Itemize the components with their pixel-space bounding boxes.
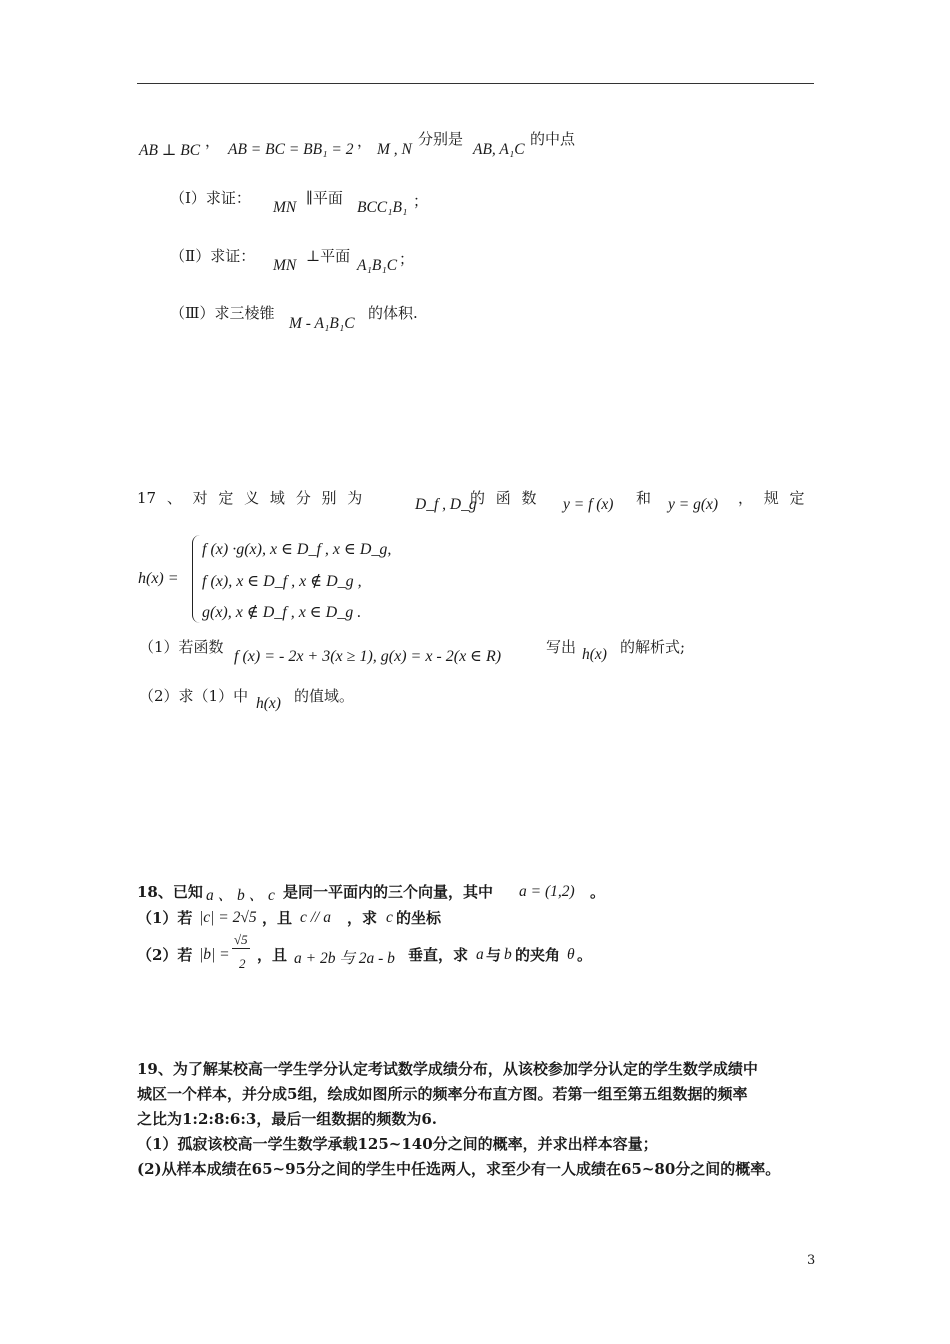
p18-q2-math-2: a + 2b 与 2a - b: [294, 950, 395, 967]
p17-q2-end: 的值域。: [294, 687, 355, 705]
p18-math-a: a = (1,2): [519, 883, 575, 900]
condition-text-2: 的中点: [530, 130, 576, 148]
part-ii-math-2: A₁B₁C: [357, 257, 398, 274]
part-i-math-2: BCC₁B₁: [357, 199, 408, 216]
p17-q1-label: （1）若函数: [139, 638, 224, 656]
separator-2: ，: [357, 132, 373, 150]
p18-q2-text: ，且: [257, 946, 288, 964]
p19-line-5: (2)从样本成绩在65~95分之间的学生中任选两人，求至少有一人成绩在65~80分之间的概率。: [137, 1160, 781, 1178]
piecewise-brace: [192, 535, 201, 623]
p18-q2-math-5: θ: [567, 946, 575, 963]
p19-line-2: 城区一个样本，并分成5组，绘成如图所示的频率分布直方图。若第一组至第五组数据的频率: [137, 1085, 748, 1103]
p17-math-g: y = g(x): [668, 496, 719, 513]
p18-q2-numerator: √5: [234, 932, 248, 947]
p17-text-define: ， 规 定: [738, 489, 805, 507]
p18-q1-math-2: c // a: [300, 909, 331, 926]
header-rule: [137, 83, 814, 84]
p18-math-vectors: a 、 b 、 c: [206, 887, 275, 904]
p18-q2-label: （2）若: [137, 946, 193, 964]
page-number: 3: [807, 1253, 816, 1268]
condition-text-1: 分别是: [418, 130, 464, 148]
p18-q2-end: 。: [577, 946, 593, 964]
p18-q1-end: 的坐标: [396, 909, 442, 927]
p17-q2-math: h(x): [256, 695, 281, 712]
part-i-end: ；: [413, 192, 429, 210]
p18-q2-text-2: 垂直，求: [408, 946, 469, 964]
p18-q1-text: ，且: [262, 909, 293, 927]
condition-math-2: AB = BC = BB₁ = 2: [228, 141, 354, 158]
p17-text-and: 和: [636, 489, 652, 507]
h-definition-lhs: h(x) =: [138, 570, 179, 587]
p18-q1-text-2: ，求: [347, 909, 378, 927]
p17-q2-label: （2）求（1）中: [139, 687, 249, 705]
condition-math-3: M , N: [377, 141, 412, 158]
p17-text-function: 的 函 数: [470, 489, 537, 507]
p18-q2-math-3: a: [476, 946, 484, 963]
p17-math-f: y = f (x): [563, 496, 614, 513]
p18-q2-math-4: b: [504, 946, 512, 963]
p18-q1-math-3: c: [386, 909, 393, 926]
p19-line-4: （1）孤寂该校高一学生数学承载125~140分之间的概率，并求出样本容量；: [137, 1135, 658, 1153]
p18-text-1: 是同一平面内的三个向量，其中: [283, 883, 494, 901]
separator-1: ，: [205, 132, 221, 150]
part-iii-end: 的体积.: [368, 304, 418, 322]
p17-q1-math-h: h(x): [582, 646, 607, 663]
p18-q2-text-3: 与: [486, 946, 502, 964]
p17-math-domains: D_f , D_g: [415, 496, 477, 513]
p19-line-3: 之比为1:2:8:6:3，最后一组数据的频数为6.: [137, 1110, 437, 1128]
p18-lead: 18、已知: [137, 883, 203, 901]
piecewise-case-3: g(x), x ∉ D_f , x ∈ D_g .: [202, 604, 362, 621]
p17-q1-end: 的解析式;: [620, 638, 686, 656]
p18-q2-denominator: 2: [239, 956, 246, 971]
p18-q1-label: （1）若: [137, 909, 193, 927]
piecewise-case-1: f (x) ·g(x), x ∈ D_f , x ∈ D_g,: [202, 541, 392, 558]
part-iii-math: M - A₁B₁C: [289, 315, 355, 332]
part-iii-label: （Ⅲ）求三棱锥: [170, 304, 275, 322]
condition-math-4: AB, A₁C: [473, 141, 525, 158]
p18-q1-math: |c| = 2√5: [199, 909, 257, 926]
part-ii-end: ；: [399, 250, 415, 268]
part-ii-text: ⊥平面: [306, 247, 351, 265]
part-ii-math-1: MN: [273, 257, 297, 274]
p17-q1-math: f (x) = - 2x + 3(x ≥ 1), g(x) = x - 2(x ∈ R): [234, 648, 502, 665]
part-i-text: ∥平面: [306, 189, 343, 207]
p18-q2-text-4: 的夹角: [515, 946, 561, 964]
part-i-label: （Ⅰ）求证：: [170, 189, 251, 207]
p18-text-end: 。: [590, 883, 606, 901]
part-ii-label: （Ⅱ）求证：: [170, 247, 256, 265]
p18-q2-math: |b| =: [199, 946, 230, 963]
p17-q1-text: 写出: [546, 638, 577, 656]
part-i-math-1: MN: [273, 199, 297, 216]
piecewise-case-2: f (x), x ∈ D_f , x ∉ D_g ,: [202, 573, 362, 590]
p19-line-1: 19、为了解某校高一学生学分认定考试数学成绩分布，从该校参加学分认定的学生数学成绩中: [137, 1060, 758, 1078]
p17-lead: 17 、 对 定 义 域 分 别 为: [137, 489, 363, 507]
condition-math-1: AB ⊥ BC: [139, 142, 201, 159]
